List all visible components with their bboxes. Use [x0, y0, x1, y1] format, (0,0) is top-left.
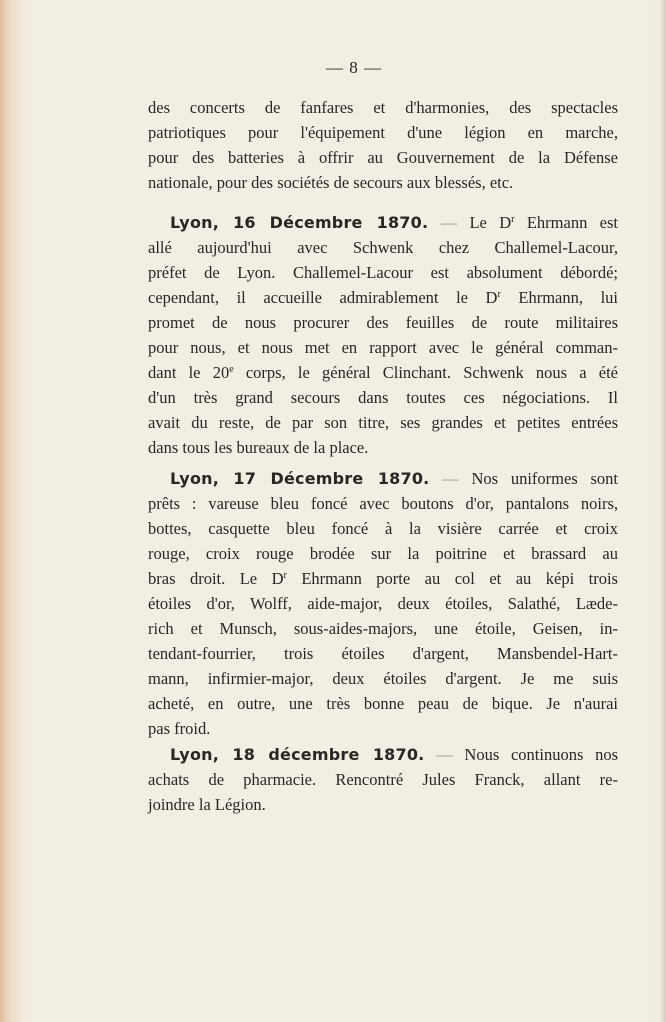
- text-line: tendant-fourrier, trois étoiles d'argent, Mansbendel-Hart-: [148, 644, 618, 663]
- text-fragment: Ehrmann est: [514, 213, 619, 232]
- text-line: pour nous, et nous met en rapport avec le général comman-: [148, 338, 618, 357]
- diary-entry-16-december: [148, 210, 618, 460]
- entry-date: Lyon, 17 Décembre 1870.: [170, 469, 430, 488]
- text-line: acheté, en outre, une très bonne peau de bique. Je n'aurai: [148, 694, 618, 713]
- entry-heading-line: [148, 466, 618, 491]
- text-line: étoiles d'or, Wolff, aide-major, deux étoiles, Salathé, Læde-: [148, 594, 618, 613]
- text-line: [148, 285, 618, 310]
- text-line: bottes, casquette bleu foncé à la visière carrée et croix: [148, 519, 618, 538]
- entry-heading-line: [148, 210, 618, 235]
- entry-date: Lyon, 16 Décembre 1870.: [170, 213, 429, 232]
- text-line: dans tous les bureaux de la place.: [148, 438, 369, 457]
- text-fragment: Ehrmann porte au col et au képi trois: [286, 569, 618, 588]
- text-line: pas froid.: [148, 719, 211, 738]
- text-fragment: Ehrmann, lui: [500, 288, 618, 307]
- diary-entry-18-december: [148, 742, 618, 817]
- text-line: prêts : vareuse bleu foncé avec boutons d'or, pantalons noirs,: [148, 494, 618, 513]
- text-line: pour des batteries à offrir au Gouvernement de la Défense: [148, 148, 618, 167]
- text-line: allé aujourd'hui avec Schwenk chez Challemel-Lacour,: [148, 238, 618, 257]
- entry-heading-line: [148, 742, 618, 767]
- text-line: avait du reste, de par son titre, ses grandes et petites entrées: [148, 413, 618, 432]
- text-line: d'un très grand secours dans toutes ces négociations. Il: [148, 388, 618, 407]
- text-fragment: Nos uniformes sont: [458, 469, 618, 488]
- abbrev-sup: r: [283, 570, 287, 581]
- text-fragment: cependant, il accueille admirablement le D: [148, 288, 498, 307]
- paragraph-intro: [148, 95, 618, 195]
- entry-dash: —: [440, 213, 458, 232]
- entry-dash: —: [442, 469, 459, 488]
- text-line: préfet de Lyon. Challemel-Lacour est absolument débordé;: [148, 263, 618, 282]
- text-line: patriotiques pour l'équipement d'une légion en marche,: [148, 123, 618, 142]
- text-fragment: Le D: [469, 213, 512, 232]
- text-line: [148, 360, 618, 385]
- abbrev-sup: r: [497, 289, 501, 300]
- text-line: promet de nous procurer des feuilles de route militaires: [148, 313, 618, 332]
- text-line: des concerts de fanfares et d'harmonies, des spectacles: [148, 98, 618, 117]
- text-line: achats de pharmacie. Rencontré Jules Franck, allant re-: [148, 770, 618, 789]
- page-number: — 8 —: [326, 58, 382, 77]
- entry-dash: —: [436, 745, 453, 764]
- text-fragment: dant le 20: [148, 363, 230, 382]
- diary-entry-17-december: [148, 466, 618, 741]
- text-line: nationale, pour des sociétés de secours aux blessés, etc.: [148, 173, 514, 192]
- text-line: rouge, croix rouge brodée sur la poitrine et brassard au: [148, 544, 618, 563]
- text-fragment: Nous continuons nos: [452, 745, 619, 764]
- text-line: rich et Munsch, sous-aides-majors, une étoile, Geisen, in-: [148, 619, 618, 638]
- text-fragment: bras droit. Le D: [148, 569, 284, 588]
- text-line: mann, infirmier-major, deux étoiles d'argent. Je me suis: [148, 669, 618, 688]
- text-line: [148, 566, 618, 591]
- text-fragment: corps, le général Clinchant. Schwenk nous a été: [233, 363, 618, 382]
- text-line: joindre la Légion.: [148, 795, 266, 814]
- entry-date: Lyon, 18 décembre 1870.: [170, 745, 425, 764]
- abbrev-sup: r: [511, 214, 515, 225]
- abbrev-sup: e: [229, 364, 234, 375]
